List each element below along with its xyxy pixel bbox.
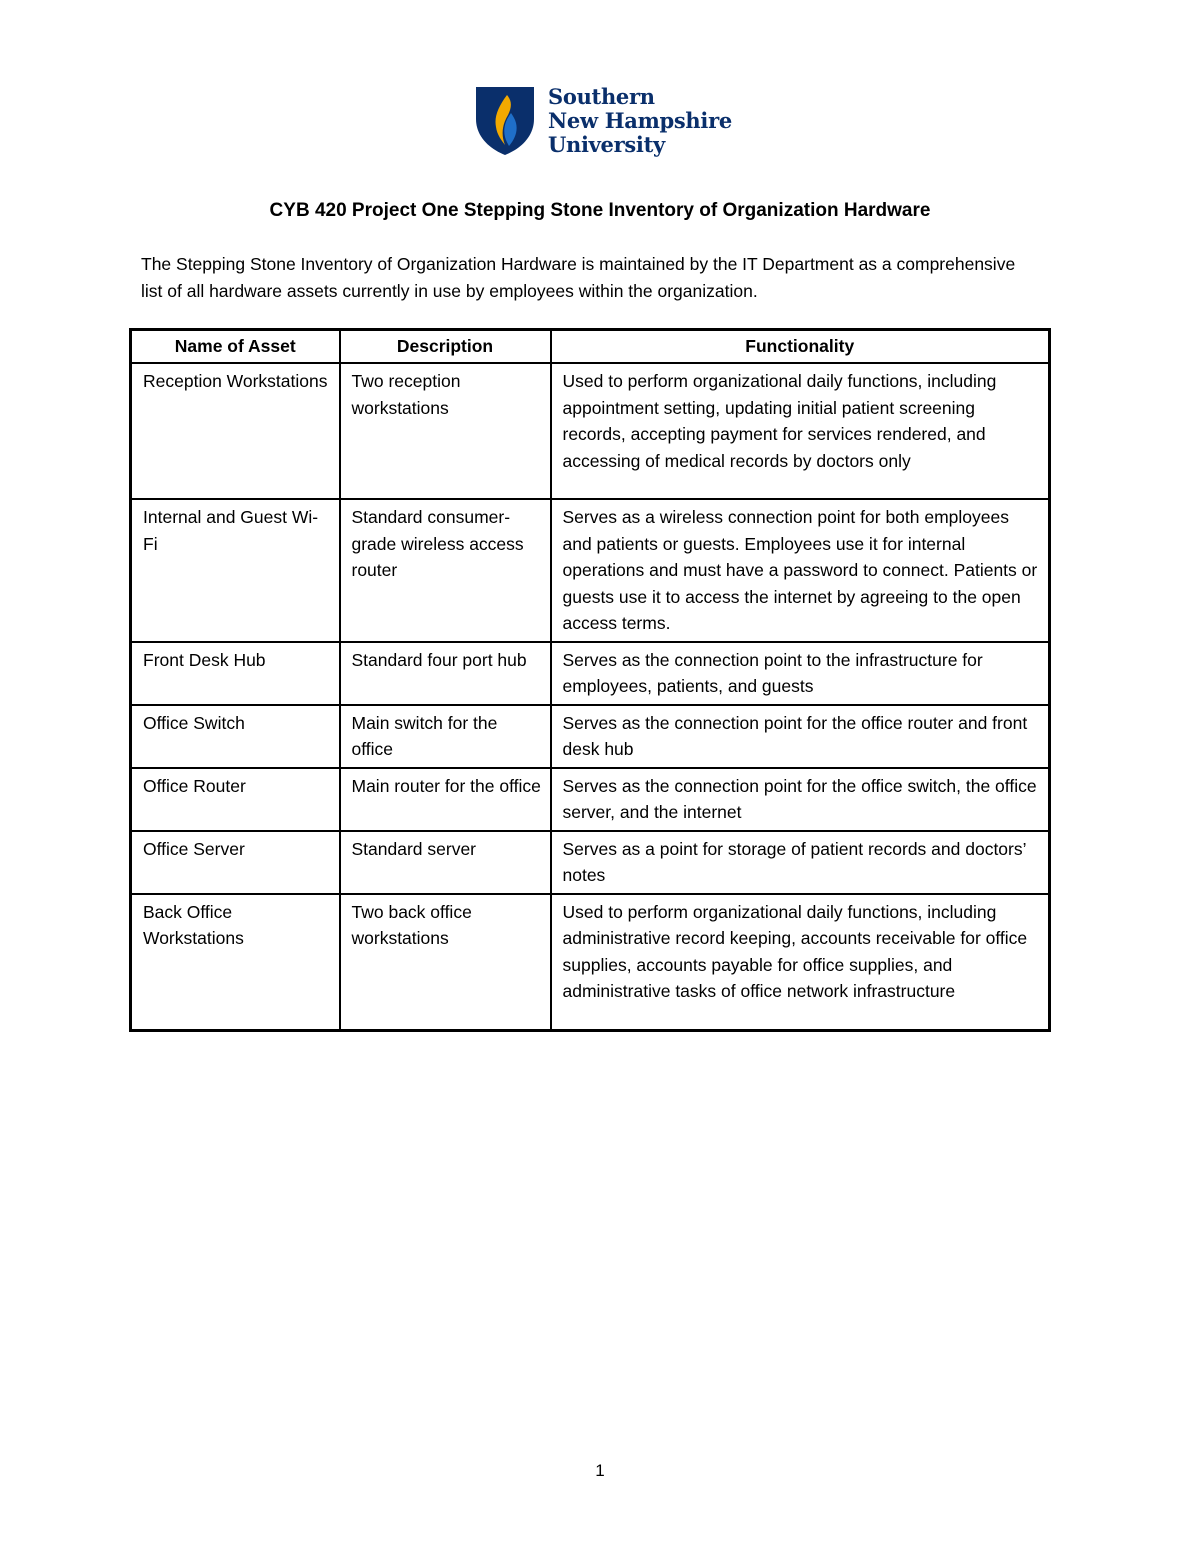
asset-functionality-cell: Serves as a point for storage of patient records and doctors’ notes	[551, 831, 1050, 894]
asset-name-cell: Office Router	[131, 768, 340, 831]
table-row	[131, 642, 1050, 705]
flame-shield-icon	[474, 85, 536, 157]
asset-name-cell: Office Switch	[131, 705, 340, 768]
asset-functionality-cell: Serves as the connection point to the infrastructure for employees, patients, and guests	[551, 642, 1050, 705]
asset-name-cell: Reception Workstations	[131, 363, 340, 499]
asset-description-cell: Standard server	[340, 831, 551, 894]
table-row	[131, 499, 1050, 642]
header-name-of-asset: Name of Asset	[131, 330, 340, 364]
university-logo	[474, 85, 734, 160]
asset-name-cell: Internal and Guest Wi-Fi	[131, 499, 340, 642]
table-row	[131, 705, 1050, 768]
document-title: CYB 420 Project One Stepping Stone Inventory of Organization Hardware	[269, 200, 931, 221]
logo-line-1: Southern	[548, 84, 655, 109]
hardware-inventory-table	[129, 328, 1051, 1032]
asset-functionality-cell: Serves as a wireless connection point for both employees and patients or guests. Employees use it for internal operations and must have a password to connect. Patients or guests use it to access the internet by agreeing to the open access terms.	[551, 499, 1050, 642]
page-number: 1	[595, 1461, 605, 1480]
asset-name-cell: Office Server	[131, 831, 340, 894]
header-description: Description	[340, 330, 551, 364]
asset-name-cell: Front Desk Hub	[131, 642, 340, 705]
asset-description-cell: Main switch for the office	[340, 705, 551, 768]
asset-description-cell: Standard consumer-grade wireless access router	[340, 499, 551, 642]
table-row	[131, 768, 1050, 831]
table-row	[131, 363, 1050, 499]
table-row	[131, 831, 1050, 894]
asset-functionality-cell: Used to perform organizational daily functions, including administrative record keeping, accounts receivable for office supplies, accounts payable for office supplies, and administrative tasks of office network infrastructure	[551, 894, 1050, 1031]
logo-line-2: New Hampshire	[548, 108, 732, 133]
asset-functionality-cell: Serves as the connection point for the office switch, the office server, and the internet	[551, 768, 1050, 831]
intro-paragraph: The Stepping Stone Inventory of Organization Hardware is maintained by the IT Department as a comprehensive list of all hardware assets currently in use by employees within the organization.	[141, 254, 1016, 301]
table-row	[131, 894, 1050, 1031]
asset-description-cell: Main router for the office	[340, 768, 551, 831]
asset-functionality-cell: Serves as the connection point for the office router and front desk hub	[551, 705, 1050, 768]
asset-description-cell: Two back office workstations	[340, 894, 551, 1031]
table-header-row	[131, 330, 1050, 364]
asset-name-cell: Back Office Workstations	[131, 894, 340, 1031]
asset-functionality-cell: Used to perform organizational daily functions, including appointment setting, updating initial patient screening records, accepting payment for services rendered, and accessing of medical records by doctors only	[551, 363, 1050, 499]
asset-description-cell: Two reception workstations	[340, 363, 551, 499]
header-functionality: Functionality	[551, 330, 1050, 364]
logo-line-3: University	[548, 132, 665, 157]
logo-wordmark	[548, 85, 732, 157]
asset-description-cell: Standard four port hub	[340, 642, 551, 705]
